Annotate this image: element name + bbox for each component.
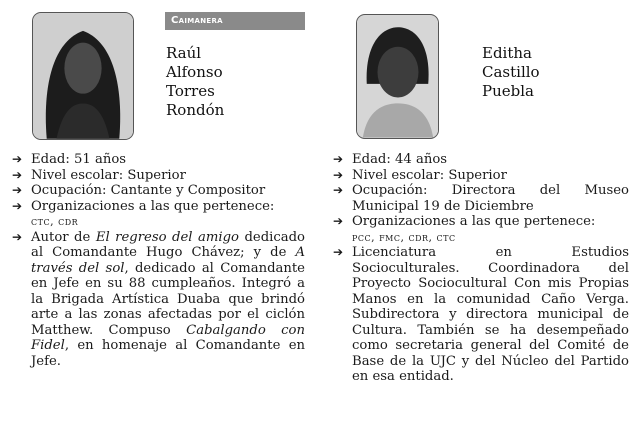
- name-line: Castillo: [482, 63, 540, 81]
- bio-text: Autor de: [31, 229, 96, 245]
- arrow-right-icon: ➔: [12, 198, 23, 213]
- item-text: Edad: 44 años: [352, 152, 448, 167]
- arrow-right-icon: ➔: [12, 167, 23, 182]
- list-item: [333, 245, 629, 385]
- arrow-right-icon: ➔: [12, 183, 23, 197]
- name-line: Alfonso: [166, 63, 223, 81]
- work-title: Cabalgando con Fidel: [31, 322, 305, 353]
- list-item: [333, 214, 629, 245]
- item-text: Organizaciones a las que pertenece:: [31, 198, 275, 214]
- item-text: Nivel escolar: Superior: [352, 167, 507, 183]
- work-title: A través del sol: [31, 245, 305, 276]
- item-text: Edad: 51 años: [31, 152, 127, 167]
- list-item: [12, 230, 305, 370]
- item-text: Ocupación: Directora del Museo Municipal 19 de Diciembre: [352, 183, 629, 214]
- person-name-right: [482, 44, 540, 101]
- item-text: Organizaciones a las que pertenece:: [352, 214, 596, 229]
- portrait-photo-icon: [357, 15, 438, 138]
- profile-list-right: [333, 152, 629, 385]
- item-text: Ocupación: Cantante y Compositor: [31, 183, 266, 198]
- arrow-right-icon: ➔: [333, 214, 344, 228]
- list-item: [12, 152, 305, 168]
- list-item: [12, 199, 305, 230]
- work-title: El regreso del amigo: [95, 229, 239, 245]
- portrait-photo-raul: [32, 12, 134, 140]
- arrow-right-icon: ➔: [333, 183, 344, 197]
- arrow-right-icon: ➔: [12, 152, 23, 166]
- name-line: Rondón: [166, 101, 225, 119]
- person-name-left: [166, 44, 224, 120]
- list-item: [333, 168, 629, 184]
- organizations: pcc, fmc, cdr, ctc: [352, 230, 456, 244]
- bio-text: , dedicado al Comandante en Jefe en su 88 cumpleaños. Integró a la Brigada Artística Duaba que brindó arte a las zonas afectadas por el ciclón Matthew. Compuso: [31, 260, 305, 338]
- profile-list-left: [12, 152, 305, 369]
- bio-text: Licenciatura en Estudios Socioculturales. Coordinadora del Proyecto Sociocultural Con mis Propias Manos en la comunidad Caño Verga. Subdirectora y directora municipal de Cultura. También se ha desempeñado como secretaria general del Comité de Base de la UJC y del Núcleo del Partido en esa entidad.: [352, 245, 629, 384]
- name-line: Torres: [166, 82, 215, 100]
- item-text: Nivel escolar: Superior: [31, 167, 186, 183]
- section-label: Caimanera: [165, 12, 305, 30]
- name-line: Editha: [482, 44, 532, 62]
- name-line: Raúl: [166, 44, 202, 62]
- list-item: [333, 152, 629, 168]
- bio-text: dedicado al Comandante Hugo Chávez; y de: [31, 229, 305, 260]
- portrait-photo-icon: [33, 13, 133, 139]
- portrait-photo-editha: [356, 14, 439, 139]
- arrow-right-icon: ➔: [333, 245, 344, 259]
- list-item: [12, 183, 305, 199]
- list-item: [333, 183, 629, 214]
- bio-text: , en homenaje al Comandante en Jefe.: [31, 338, 305, 369]
- arrow-right-icon: ➔: [12, 229, 23, 244]
- name-line: Puebla: [482, 82, 534, 100]
- arrow-right-icon: ➔: [333, 167, 344, 182]
- list-item: [12, 168, 305, 184]
- arrow-right-icon: ➔: [333, 152, 344, 166]
- organizations: ctc, cdr: [31, 215, 79, 228]
